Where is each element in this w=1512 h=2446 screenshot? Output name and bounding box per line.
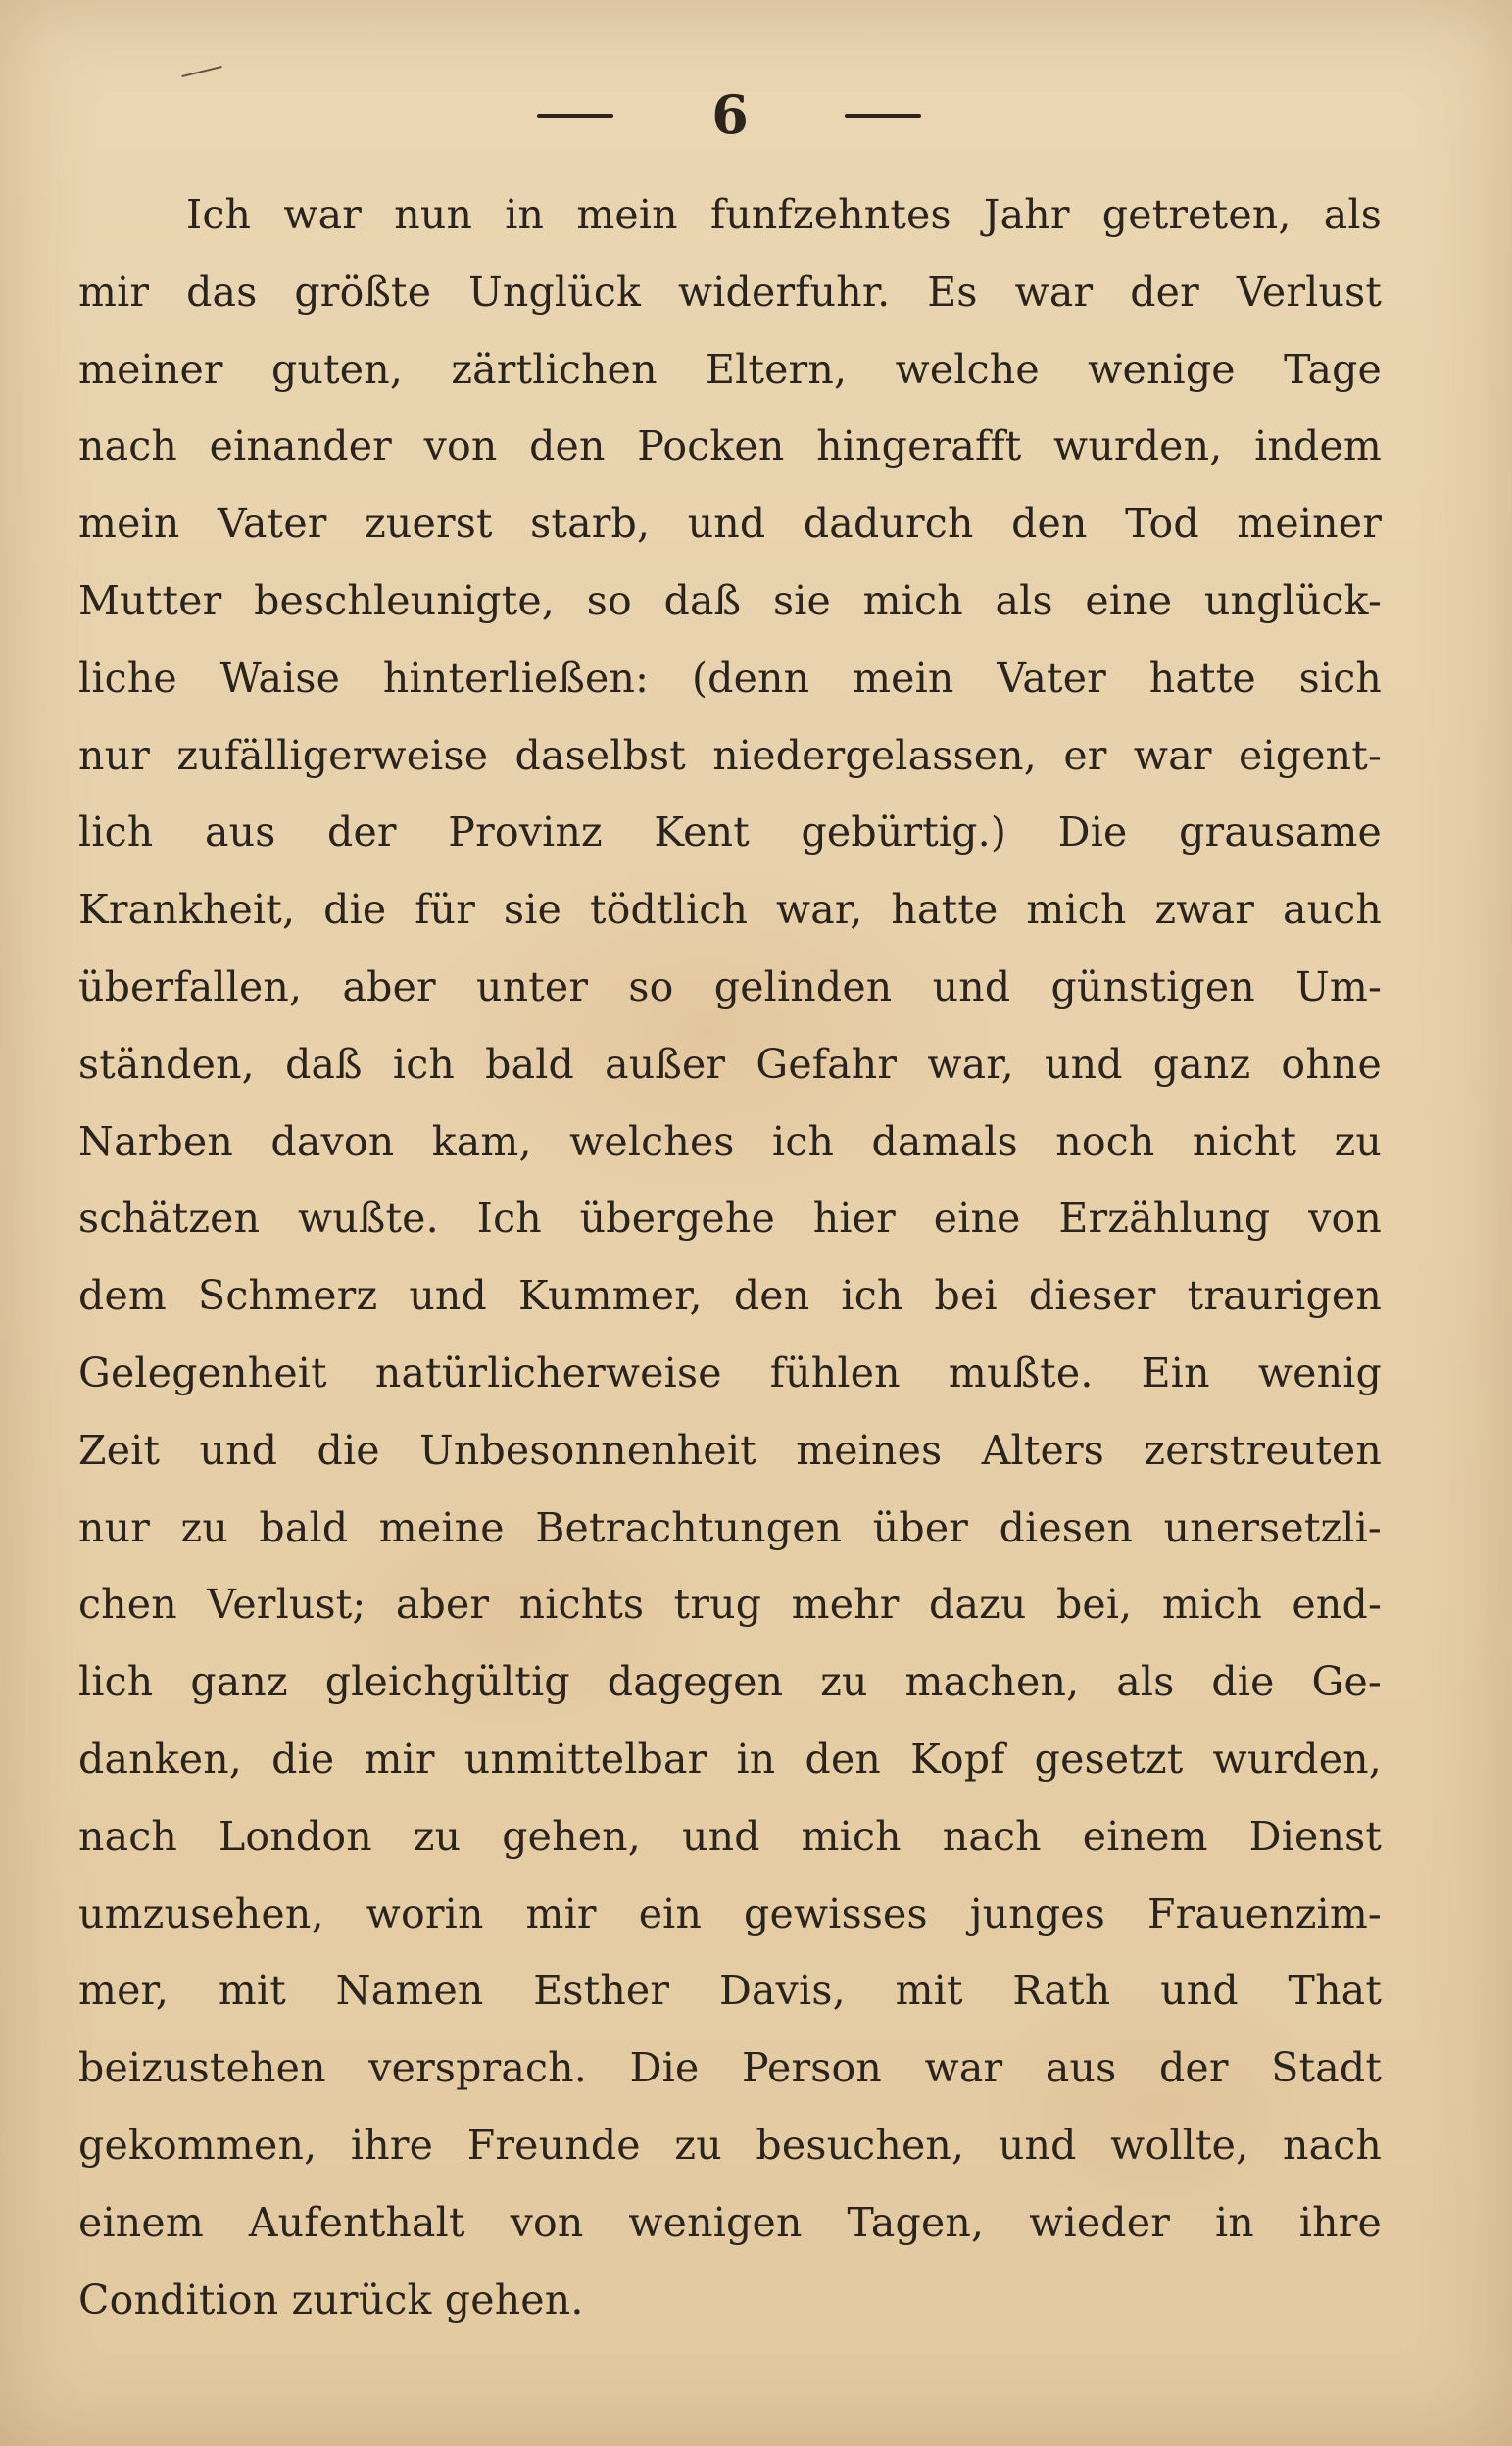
text-line: schätzen wußte. Ich übergehe hier eine Erzählung von (78, 1195, 1382, 1243)
text-line: mir das größte Unglück widerfuhr. Es war der Verlust (78, 268, 1382, 316)
text-line: lich ganz gleichgültig dagegen zu machen, als die Ge- (78, 1658, 1382, 1706)
body-text (78, 176, 1382, 2338)
text-line: dem Schmerz und Kummer, den ich bei dieser traurigen (78, 1272, 1382, 1320)
text-line: einem Aufenthalt von wenigen Tagen, wieder in ihre (78, 2198, 1382, 2246)
stray-ink-mark (181, 66, 221, 77)
text-line: mer, mit Namen Esther Davis, mit Rath und That (78, 1967, 1382, 2015)
text-line: mein Vater zuerst starb, und dadurch den Tod meiner (78, 500, 1382, 548)
text-line: Mutter beschleunigte, so daß sie mich als eine unglück- (78, 576, 1382, 624)
text-line: gekommen, ihre Freunde zu besuchen, und wollte, nach (78, 2121, 1382, 2169)
text-line: nach London zu gehen, und mich nach einem Dienst (78, 1812, 1382, 1860)
text-line: überfallen, aber unter so gelinden und günstigen Um- (78, 962, 1382, 1010)
text-line: lich aus der Provinz Kent gebürtig.) Die grausame (78, 808, 1382, 856)
text-line: danken, die mir unmittelbar in den Kopf gesetzt wurden, (78, 1735, 1382, 1783)
text-line: nach einander von den Pocken hingerafft wurden, indem (78, 422, 1382, 470)
text-line: Zeit und die Unbesonnenheit meines Alters zerstreuten (78, 1426, 1382, 1474)
text-line: nur zu bald meine Betrachtungen über diesen unersetzli- (78, 1503, 1382, 1551)
header-dash-left (537, 114, 613, 118)
text-line: Ich war nun in mein funfzehntes Jahr getreten, als (186, 191, 1382, 238)
text-line: ständen, daß ich bald außer Gefahr war, und ganz ohne (78, 1040, 1382, 1088)
text-line: umzusehen, worin mir ein gewisses junges Frauenzim- (78, 1889, 1382, 1937)
page-header (0, 83, 1512, 152)
text-line: Gelegenheit natürlicherweise fühlen mußte. Ein wenig (78, 1348, 1382, 1396)
page-number: 6 (711, 83, 749, 146)
text-line: liche Waise hinterließen: (denn mein Vater hatte sich (78, 654, 1382, 702)
text-line: Condition zurück gehen. (78, 2275, 584, 2324)
text-line: beizustehen versprach. Die Person war aus der Stadt (78, 2044, 1382, 2092)
text-line: nur zufälligerweise daselbst niedergelassen, er war eigent- (78, 731, 1382, 779)
header-dash-right (845, 114, 921, 118)
text-line: chen Verlust; aber nichts trug mehr dazu bei, mich end- (78, 1581, 1382, 1629)
text-line: Krankheit, die für sie tödtlich war, hatte mich zwar auch (78, 886, 1382, 934)
text-line: meiner guten, zärtlichen Eltern, welche wenige Tage (78, 345, 1382, 393)
text-line: Narben davon kam, welches ich damals noch nicht zu (78, 1117, 1382, 1165)
